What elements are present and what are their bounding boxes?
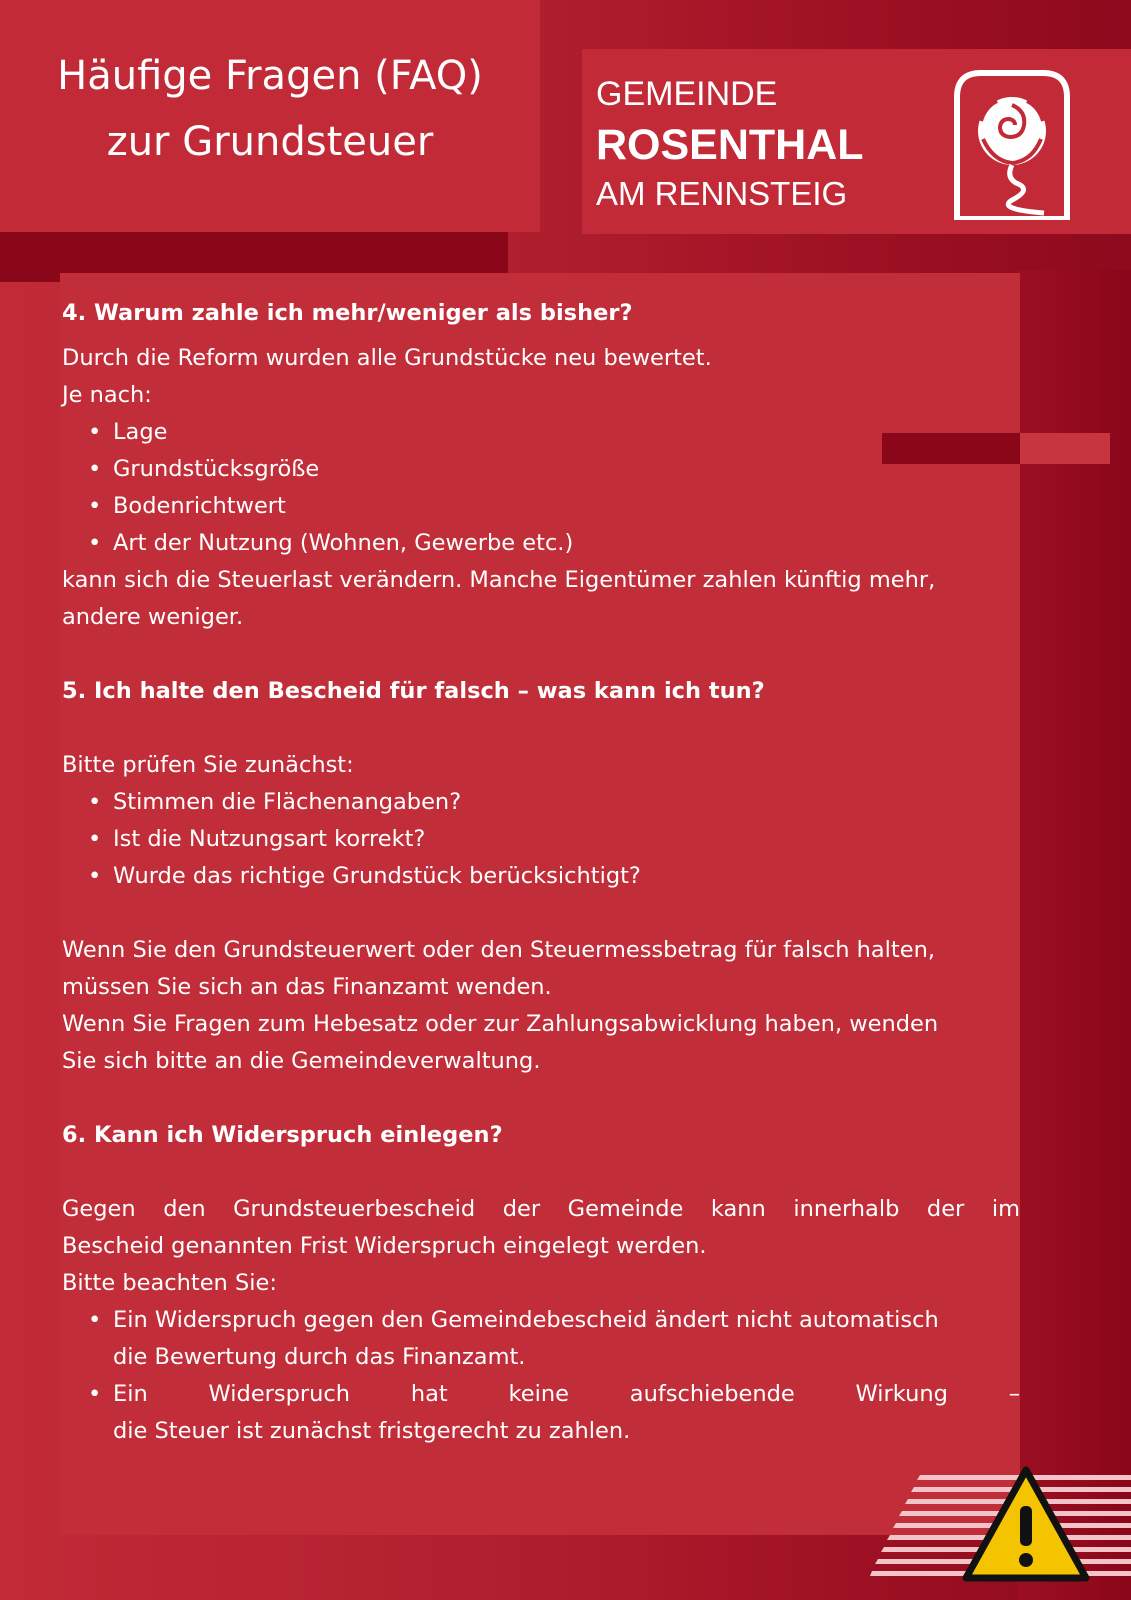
rose-crest-icon [953, 69, 1071, 220]
warning-icon [960, 1464, 1092, 1586]
faq5-para2-line2: Sie sich bitte an die Gemeindeverwaltung. [62, 1048, 541, 1074]
logo-line-gemeinde: GEMEINDE [596, 75, 778, 113]
header-title-box [0, 0, 540, 232]
list-item: • Lage [113, 414, 1020, 451]
list-item: • Wurde das richtige Grundstück berücksichtigt? [113, 858, 1020, 895]
faq6-item1-line1: • Ein Widerspruch gegen den Gemeindebescheid ändert nicht automatisch [113, 1307, 939, 1333]
list-item: • Grundstücksgröße [113, 451, 1020, 488]
logo-line-rosenthal: ROSENTHAL [596, 121, 864, 169]
faq6-item2-line2: die Steuer ist zunächst fristgerecht zu zahlen. [113, 1418, 631, 1444]
right-decorative-band [1018, 270, 1131, 1600]
faq6-item2-line1: • Ein Widerspruch hat keine aufschiebende Wirkung – [113, 1381, 1020, 1407]
faq5-intro: Bitte prüfen Sie zunächst: [62, 752, 354, 778]
faq5-para1-line2: müssen Sie sich an das Finanzamt wenden. [62, 974, 552, 1000]
list-item: • Ist die Nutzungsart korrekt? [113, 821, 1020, 858]
faq-text [62, 295, 1020, 1450]
faq5-para2-line1: Wenn Sie Fragen zum Hebesatz oder zur Zahlungsabwicklung haben, wenden [62, 1011, 939, 1037]
faq5-para1-line1: Wenn Sie den Grundsteuerwert oder den Steuermessbetrag für falsch halten, [62, 937, 935, 963]
municipality-logo [582, 49, 1131, 234]
page-title-line1: Häufige Fragen (FAQ) [57, 53, 483, 99]
faq4-intro-line1: Durch die Reform wurden alle Grundstücke neu bewertet. [62, 345, 712, 371]
list-item: • Art der Nutzung (Wohnen, Gewerbe etc.) [113, 525, 1020, 562]
faq4-factor-list [62, 414, 1020, 562]
faq5-check-list [62, 784, 1020, 895]
faq6-para-line2: Bescheid genannten Frist Widerspruch eingelegt werden. [62, 1233, 707, 1259]
faq6-note-list [62, 1302, 1020, 1450]
list-item [113, 1376, 1020, 1450]
faq6-note: Bitte beachten Sie: [62, 1270, 277, 1296]
decorative-block-light [1020, 433, 1110, 464]
faq4-outro-line2: andere weniger. [62, 604, 244, 630]
list-item: • Bodenrichtwert [113, 488, 1020, 525]
list-item: • Stimmen die Flächenangaben? [113, 784, 1020, 821]
faq-question-5: 5. Ich halte den Bescheid für falsch – was kann ich tun? [62, 678, 765, 704]
faq6-para-line1: Gegen den Grundsteuerbescheid der Gemeinde kann innerhalb der im [62, 1196, 1020, 1222]
faq6-item1-line2: die Bewertung durch das Finanzamt. [113, 1344, 526, 1370]
list-item [113, 1302, 1020, 1376]
faq-question-6: 6. Kann ich Widerspruch einlegen? [62, 1122, 503, 1148]
faq-question-4: 4. Warum zahle ich mehr/weniger als bisher? [62, 300, 633, 326]
decorative-block-dark [882, 433, 1020, 464]
faq-content-panel [60, 273, 1020, 1535]
page-title-line2: zur Grundsteuer [106, 119, 434, 165]
logo-line-rennsteig: AM RENNSTEIG [596, 175, 848, 212]
faq4-outro-line1: kann sich die Steuerlast verändern. Manche Eigentümer zahlen künftig mehr, [62, 567, 936, 593]
faq4-intro-line2: Je nach: [62, 382, 152, 408]
